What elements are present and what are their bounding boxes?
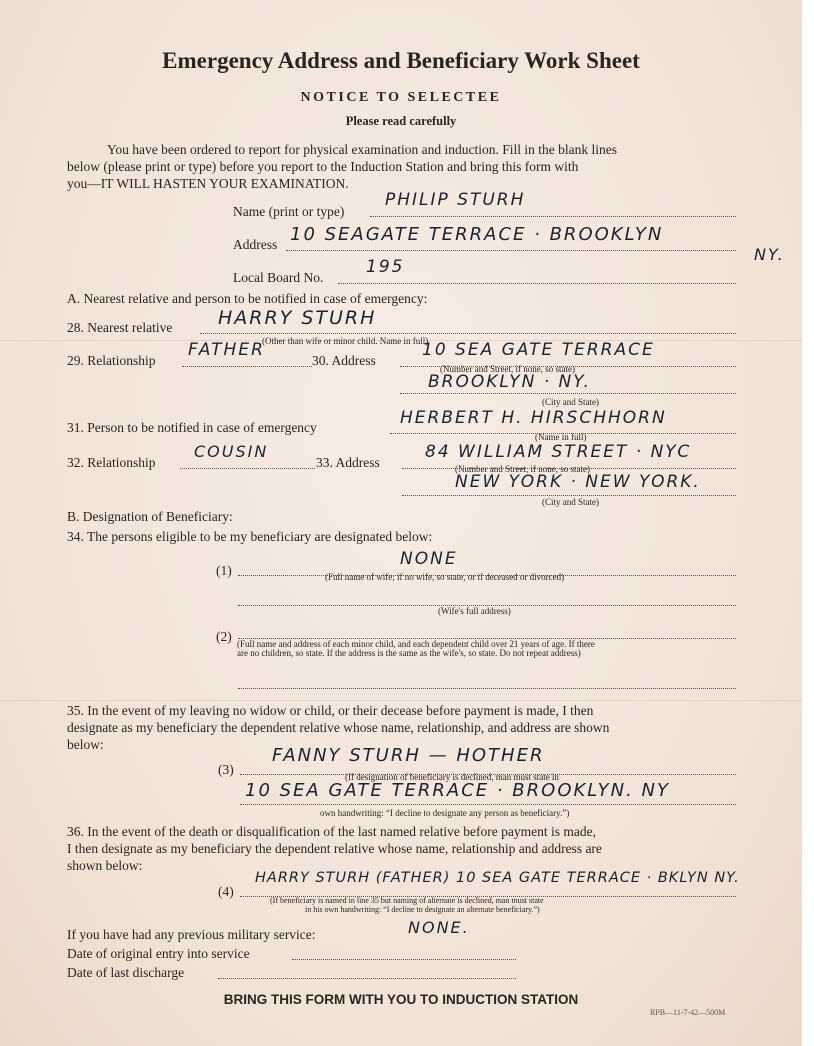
name-value[interactable]: PHILIP STURH	[385, 190, 526, 210]
entry-date-label: Date of original entry into service	[67, 946, 250, 961]
entry-date-line	[292, 959, 516, 960]
intro-line: below (please print or type) before you report to the Induction Station and bring this form with	[67, 159, 579, 174]
local-board-label: Local Board No.	[233, 270, 324, 285]
notice-heading: NOTICE TO SELECTEE	[300, 90, 502, 105]
item36-text: 36. In the event of the death or disqualification of the last named relative before payment is made,	[67, 824, 596, 839]
b3-value[interactable]: FANNY STURH — HOTHER	[272, 745, 545, 766]
item33-city-caption: (City and State)	[542, 497, 599, 507]
item33-city[interactable]: NEW YORK · NEW YORK.	[455, 472, 701, 492]
item29-value[interactable]: FATHER	[188, 340, 265, 360]
b4-value[interactable]: HARRY STURH (FATHER) 10 SEA GATE TERRACE · BKLYN NY.	[255, 870, 740, 886]
address-value-2[interactable]: NY.	[754, 245, 785, 264]
address-value[interactable]: 10 SEAGATE TERRACE · BROOKLYN	[290, 224, 664, 245]
item33-value[interactable]: 84 WILLIAM STREET · NYC	[425, 442, 692, 462]
item28-line	[200, 333, 736, 334]
b2-caption: are no children, so state. If the address is the same as the wife's, so state. Do not repeat address)	[237, 648, 581, 658]
item28-caption: (Other than wife or minor child. Name in full)	[262, 336, 429, 346]
page-edge	[802, 0, 814, 1046]
item35-text: 35. In the event of my leaving no widow or child, or their decease before payment is made, I then	[67, 703, 594, 718]
item32-label: 32. Relationship	[67, 455, 156, 470]
item30-city-caption: (City and State)	[542, 397, 599, 407]
b4-number: (4)	[218, 884, 234, 899]
b3-number: (3)	[218, 762, 234, 777]
item31-caption: (Name in full)	[535, 432, 587, 442]
discharge-date-line	[218, 978, 516, 979]
b1-number: (1)	[216, 563, 232, 578]
name-label: Name (print or type)	[233, 204, 345, 219]
section-b-heading: B. Designation of Beneficiary:	[67, 509, 233, 524]
footer-instruction: BRING THIS FORM WITH YOU TO INDUCTION STATION	[223, 992, 579, 1007]
item28-label: 28. Nearest relative	[67, 320, 173, 335]
local-board-value[interactable]: 195	[366, 257, 405, 277]
form-code: RPB—11-7-42—500M	[650, 1008, 726, 1017]
page-title: Emergency Address and Beneficiary Work Sheet	[162, 48, 640, 73]
address-label: Address	[233, 237, 278, 252]
b3-address[interactable]: 10 SEA GATE TERRACE · BROOKLYN. NY	[245, 780, 670, 801]
b3-caption: (If designation of beneficiary is declined, man must state in	[345, 772, 559, 782]
item36-text: shown below:	[67, 858, 143, 873]
b4-caption: in his own handwriting: “I decline to designate an alternate beneficiary.”)	[305, 905, 540, 914]
item30-caption: (Number and Street, if none, so state)	[440, 364, 575, 374]
item30-city[interactable]: BROOKLYN · NY.	[428, 372, 591, 392]
item30-label: 30. Address	[312, 353, 376, 368]
b1-caption: (Full name of wife; if no wife, so state, or if deceased or divorced)	[325, 572, 565, 582]
item35-text: designate as my beneficiary the dependent relative whose name, relationship, and address are shown	[67, 720, 610, 735]
b4-caption: (If beneficiary is named in line 35 but naming of alternate is declined, man must state	[270, 896, 544, 905]
b2-extra-line	[238, 688, 736, 689]
item33-label: 33. Address	[316, 455, 380, 470]
b2-caption: (Full name and address of each minor child, and each dependent child over 21 years of age. If there	[237, 639, 595, 649]
item34-text: 34. The persons eligible to be my beneficiary are designated below:	[67, 529, 433, 544]
item28-value[interactable]: HARRY STURH	[218, 307, 377, 329]
b1-value[interactable]: NONE	[400, 549, 458, 569]
intro-line: you—IT WILL HASTEN YOUR EXAMINATION.	[67, 176, 349, 191]
address-line	[286, 250, 736, 251]
item33-city-line	[402, 495, 736, 496]
fold-crease	[0, 700, 802, 701]
item31-label: 31. Person to be notified in case of emergency	[67, 420, 317, 435]
item36-text: I then designate as my beneficiary the dependent relative whose name, relationship and address are	[67, 841, 602, 856]
item35-text: below:	[67, 737, 104, 752]
item30-city-line	[400, 393, 736, 394]
item33-caption: (Number and Street, if none, so state)	[455, 464, 590, 474]
b1-address-caption: (Wife's full address)	[438, 606, 511, 616]
item32-value[interactable]: COUSIN	[194, 442, 269, 461]
item30-value[interactable]: 10 SEA GATE TERRACE	[422, 340, 655, 360]
b2-number: (2)	[216, 629, 232, 644]
previous-service-value[interactable]: NONE.	[408, 918, 470, 937]
intro-line: You have been ordered to report for physical examination and induction. Fill in the blank lines	[107, 142, 618, 157]
section-a-heading: A. Nearest relative and person to be notified in case of emergency:	[67, 291, 428, 306]
item31-value[interactable]: HERBERT H. HIRSCHHORN	[400, 408, 667, 428]
item29-line	[182, 366, 312, 367]
name-line	[370, 216, 736, 217]
item29-label: 29. Relationship	[67, 353, 156, 368]
b3-address-line	[240, 804, 736, 805]
discharge-date-label: Date of last discharge	[67, 965, 185, 980]
please-read: Please read carefully	[345, 114, 457, 128]
b3-caption-2: own handwriting: “I decline to designate any person as beneficiary.”)	[320, 808, 570, 818]
item32-line	[180, 468, 315, 469]
local-board-line	[338, 283, 736, 284]
previous-service-label: If you have had any previous military service:	[67, 927, 316, 942]
